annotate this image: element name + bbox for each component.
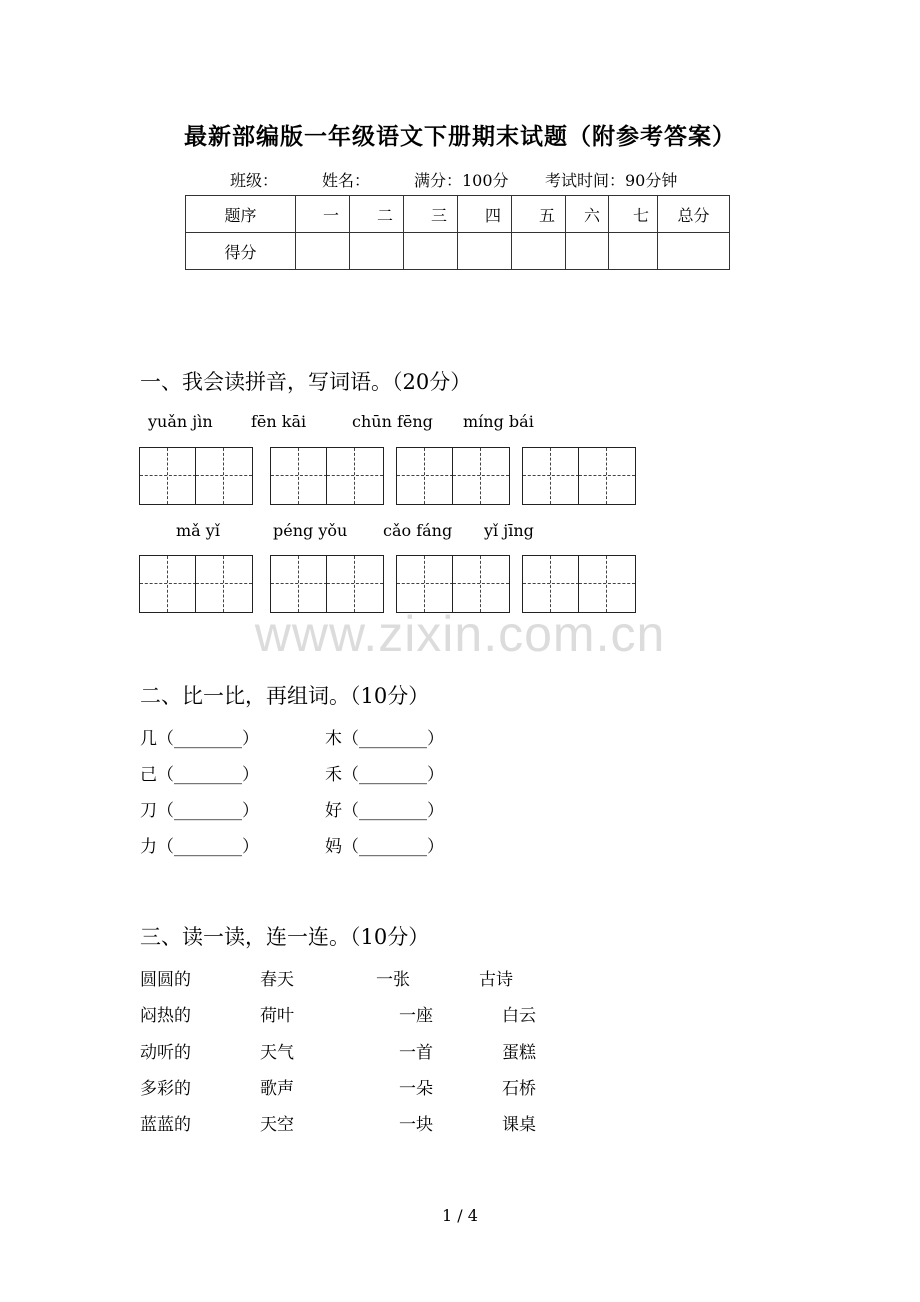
- score-header-cell: 五: [512, 196, 566, 233]
- pinyin-label: yǐ jīng: [484, 521, 534, 540]
- match-item[interactable]: 一首: [399, 1043, 433, 1063]
- compare-item: 几（________）: [140, 729, 259, 749]
- match-item[interactable]: 古诗: [479, 970, 513, 990]
- score-header-cell: 二: [350, 196, 404, 233]
- section1-heading: 一、我会读拼音，写词语。（20分）: [140, 370, 472, 394]
- pinyin-label: mǎ yǐ: [176, 521, 220, 540]
- match-item[interactable]: 天空: [260, 1115, 294, 1135]
- score-header-cell: 四: [458, 196, 512, 233]
- score-header-cell: 六: [566, 196, 609, 233]
- writing-grid[interactable]: [396, 447, 510, 505]
- match-item[interactable]: 荷叶: [260, 1006, 294, 1026]
- match-item[interactable]: 天气: [260, 1043, 294, 1063]
- score-cell[interactable]: [566, 233, 609, 270]
- score-cell[interactable]: [296, 233, 350, 270]
- score-header-cell: 题序: [186, 196, 296, 233]
- writing-grid[interactable]: [270, 447, 384, 505]
- score-row-label: 得分: [186, 233, 296, 270]
- match-item[interactable]: 一块: [399, 1115, 433, 1135]
- score-cell[interactable]: [512, 233, 566, 270]
- watermark: www.zixin.com.cn: [254, 606, 666, 662]
- pinyin-label: míng bái: [463, 412, 534, 431]
- score-header-cell: 三: [404, 196, 458, 233]
- name-label: 姓名：: [322, 171, 371, 190]
- match-item[interactable]: 一张: [376, 970, 410, 990]
- full-score-label: 满分：100分: [414, 171, 509, 190]
- score-header-cell: 总分: [658, 196, 730, 233]
- exam-time-label: 考试时间：90分钟: [545, 171, 678, 190]
- compare-item: 木（________）: [325, 729, 444, 749]
- compare-item: 好（________）: [325, 801, 444, 821]
- score-header-cell: 一: [296, 196, 350, 233]
- match-item[interactable]: 圆圆的: [140, 970, 191, 990]
- writing-grid[interactable]: [522, 447, 636, 505]
- match-item[interactable]: 一座: [399, 1006, 433, 1026]
- match-item[interactable]: 一朵: [399, 1079, 433, 1099]
- pinyin-label: fēn kāi: [251, 412, 307, 431]
- match-item[interactable]: 蛋糕: [502, 1043, 536, 1063]
- match-item[interactable]: 闷热的: [140, 1006, 191, 1026]
- score-header-cell: 七: [609, 196, 658, 233]
- match-item[interactable]: 白云: [502, 1006, 536, 1026]
- match-item[interactable]: 石桥: [502, 1079, 536, 1099]
- compare-item: 禾（________）: [325, 765, 444, 785]
- match-item[interactable]: 蓝蓝的: [140, 1115, 191, 1135]
- pinyin-label: péng yǒu: [273, 521, 348, 540]
- compare-item: 己（________）: [140, 765, 259, 785]
- pinyin-label: cǎo fáng: [383, 521, 453, 540]
- match-item[interactable]: 多彩的: [140, 1079, 191, 1099]
- score-table-score-row: [186, 233, 730, 270]
- section3-heading: 三、读一读，连一连。（10分）: [140, 925, 430, 949]
- score-cell[interactable]: [658, 233, 730, 270]
- score-cell[interactable]: [458, 233, 512, 270]
- page-number: 1 / 4: [442, 1206, 478, 1225]
- compare-item: 妈（________）: [325, 837, 444, 857]
- page-title: 最新部编版一年级语文下册期末试题（附参考答案）: [184, 123, 736, 150]
- match-item[interactable]: 课桌: [502, 1115, 536, 1135]
- score-table-header-row: [186, 196, 730, 233]
- score-table: [185, 195, 730, 270]
- score-cell[interactable]: [609, 233, 658, 270]
- score-cell[interactable]: [350, 233, 404, 270]
- writing-grid[interactable]: [139, 447, 253, 505]
- pinyin-label: chūn fēng: [352, 412, 433, 431]
- compare-item: 力（________）: [140, 837, 259, 857]
- pinyin-label: yuǎn jìn: [148, 412, 213, 431]
- match-item[interactable]: 春天: [260, 970, 294, 990]
- compare-item: 刀（________）: [140, 801, 259, 821]
- section2-heading: 二、比一比，再组词。（10分）: [140, 684, 430, 708]
- score-cell[interactable]: [404, 233, 458, 270]
- class-label: 班级：: [230, 171, 279, 190]
- match-item[interactable]: 歌声: [260, 1079, 294, 1099]
- match-item[interactable]: 动听的: [140, 1043, 191, 1063]
